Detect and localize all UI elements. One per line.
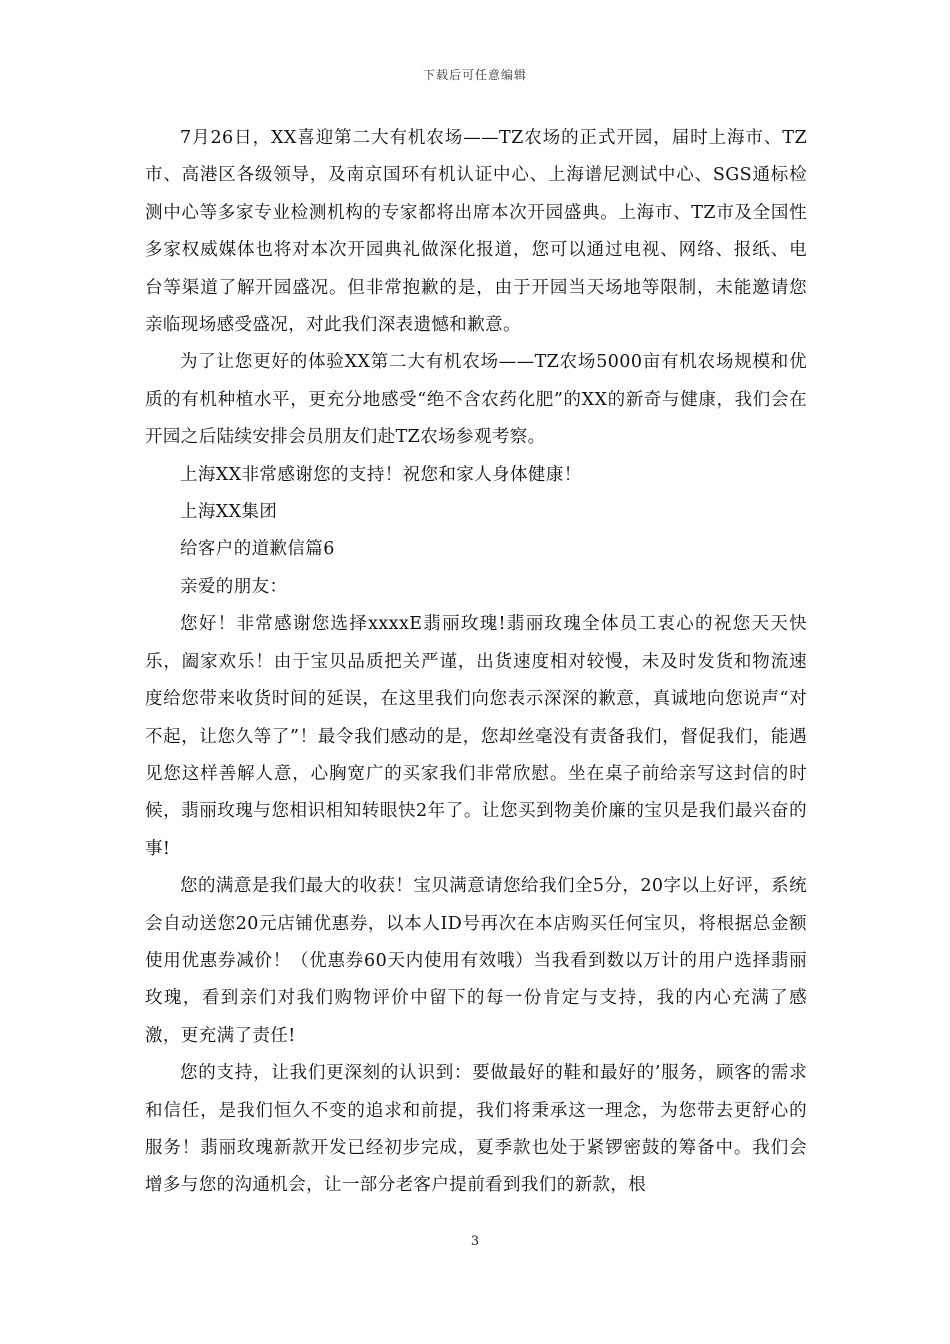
page-header-note: 下载后可任意编辑 xyxy=(422,68,527,82)
paragraph-farm-visit: 为了让您更好的体验XX第二大有机农场——TZ农场5000亩有机农场规模和优质的有机种植水平，更充分地感受“绝不含农药化肥”的XX的新奇与健康，我们会在开园之后陆续安排会员朋友们赴TZ农场参观考察。 xyxy=(145,352,807,448)
paragraph-opening-event: 7月26日，XX喜迎第二大有机农场——TZ农场的正式开园，届时上海市、TZ市、高港区各级领导，及南京国环有机认证中心、上海谱尼测试中心、SGS通标检测中心等多家专业检测机构的专家都将出席本次开园盛典。上海市、TZ市及全国性多家权威媒体也将对本次开园典礼做深化报道，您可以通过电视、网络、报纸、电台等渠道了解开园盛况。但非常抱歉的是，由于开园当天场地等限制，未能邀请您亲临现场感受盛况，对此我们深表遗憾和歉意。 xyxy=(145,128,807,336)
paragraph-rating-request: 您的满意是我们最大的收获！宝贝满意请您给我们全5分，20字以上好评，系统会自动送您20元店铺优惠券，以本人ID号再次在本店购买任何宝贝，将根据总金额使用优惠券减价！（优惠券60天内使用有效哦）当我看到数以万计的用户选择翡丽玫瑰，看到亲们对我们购物评价中留下的每一份肯定与支持，我的内心充满了感激，更充满了责任! xyxy=(145,876,807,1046)
document-body xyxy=(145,120,807,1205)
paragraph-apology: 您好！非常感谢您选择xxxxE翡丽玫瑰!翡丽玫瑰全体员工衷心的祝您天天快乐，阖家欢乐！由于宝贝品质把关严谨，出货速度相对较慢，未及时发货和物流速度给您带来收货时间的延误，在这里我们向您表示深深的歉意，真诚地向您说声“对不起，让您久等了”！最令我们感动的是，您却丝毫没有责备我们，督促我们，能遇见您这样善解人意，心胸宽广的买家我们非常欣慰。坐在桌子前给亲写这封信的时候，翡丽玫瑰与您相识相知转眼快2年了。让您买到物美价廉的宝贝是我们最兴奋的事! xyxy=(145,614,807,859)
paragraph-thanks: 上海XX非常感谢您的支持！祝您和家人身体健康！ xyxy=(180,464,582,485)
page-number: 3 xyxy=(470,1234,480,1249)
paragraph-support: 您的支持，让我们更深刻的认识到：要做最好的鞋和最好的’服务，顾客的需求和信任，是我们恒久不变的追求和前提，我们将秉承这一理念，为您带去更舒心的服务！翡丽玫瑰新款开发已经初步完成，夏季款也处于紧锣密鼓的筹备中。我们会增多与您的沟通机会，让一部分老客户提前看到我们的新款，根 xyxy=(145,1063,807,1196)
section-title: 给客户的道歉信篇6 xyxy=(180,539,335,560)
salutation: 亲爱的朋友： xyxy=(180,576,288,597)
paragraph-signature: 上海XX集团 xyxy=(180,502,278,523)
